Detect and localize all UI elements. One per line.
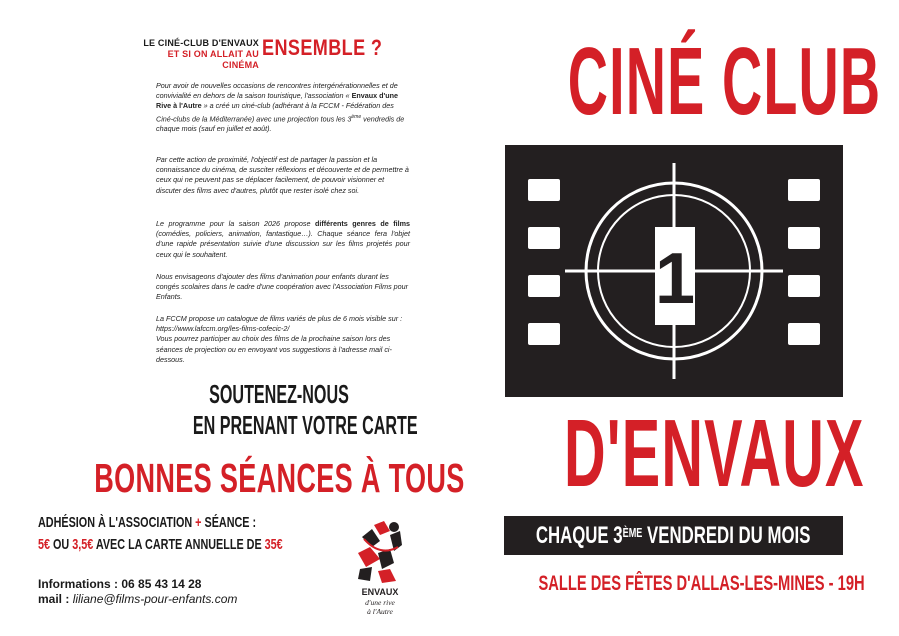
support-line-2: EN PRENANT VOTRE CARTE	[192, 410, 418, 440]
support-line-1: SOUTENEZ-NOUS	[209, 379, 349, 409]
info-mail-line	[38, 592, 237, 607]
schedule-bar	[504, 516, 843, 555]
countdown-number: 1	[654, 239, 696, 319]
paragraph-objective: Par cette action de proximité, l'objectif est de partager la passion et la connaissance du cinéma, de susciter réflexions et découverte et de permettre à ceux qui ne peuvent pas se déplacer facilement, de pouvoir visionner et discuter des films avec d'autres, plutôt que rester isolé chez soi.	[156, 155, 409, 195]
logo-figures-icon	[358, 521, 402, 583]
paragraph-intro-text-3: vendredis de chaque mois (sauf en juillet et août).	[156, 114, 405, 134]
paragraph-intro-text: Pour avoir de nouvelles occasions de rencontres intergénérationnelles et de convivialité en dehors de la saison touristique, l'association «	[156, 81, 398, 101]
catalogue-link[interactable]: https://www.lafccm.org/les-films-cofecic-2/	[156, 324, 290, 334]
annual-card-text: AVEC LA CARTE ANNUELLE DE	[95, 536, 262, 553]
price-full: 5€	[38, 536, 51, 553]
info-phone-line	[38, 577, 201, 592]
paragraph-catalogue-text: La FCCM propose un catalogue de films variés de plus de 6 mois visible sur :	[156, 314, 403, 323]
title-cine-club: CINÉ CLUB	[567, 28, 882, 135]
price-annual: 35€	[264, 536, 283, 553]
paragraph-programme	[156, 219, 410, 260]
genres-highlight: différents genres de films	[315, 219, 410, 228]
title-envaux: D'ENVAUX	[564, 400, 865, 507]
info-label: Informations :	[38, 577, 118, 591]
header-small	[141, 38, 259, 71]
phone-number[interactable]: 06 85 43 14 28	[121, 577, 202, 591]
logo-script-2: à l'Autre	[367, 607, 393, 616]
paragraph-catalogue-text-2: Vous pourrez participer au choix des films de la prochaine saison lors des séances de projection ou en envoyant vos suggestions à l'adresse mail ci-dessous.	[156, 334, 392, 364]
header-ensemble: ENSEMBLE ?	[262, 35, 383, 60]
schedule-text-a: CHAQUE 3	[536, 521, 624, 549]
header-small-line1: LE CINÉ-CLUB D'ENVAUX	[143, 38, 259, 48]
schedule-text	[536, 522, 811, 550]
email-address[interactable]: liliane@films-pour-enfants.com	[72, 592, 238, 606]
schedule-text-b: VENDREDI DU MOIS	[642, 521, 811, 549]
schedule-ordinal: ÈME	[623, 524, 643, 540]
logo-script-1: d'une rive	[365, 598, 395, 607]
seance-text: SÉANCE :	[204, 514, 257, 531]
ordinal-sup: ème	[351, 113, 362, 120]
ou-text: OU	[53, 536, 70, 553]
film-countdown-frame	[505, 145, 843, 397]
price-reduced: 3,5€	[72, 536, 94, 553]
paragraph-animation: Nous envisageons d'ajouter des films d'animation pour enfants durant les congés scolaires dans le cadre d'une coopération avec l'Association Films pour Enfants.	[156, 272, 409, 302]
mail-label: mail :	[38, 592, 70, 606]
plus-sign: +	[195, 514, 202, 531]
paragraph-programme-text-2: (comédies, policiers, animation, fantastique…). Chaque séance fera l'objet d'une rapide présentation suivie d'une discussion sur les films projetés pour ceux qui le souhaitent.	[156, 229, 410, 259]
logo-word: ENVAUX	[361, 587, 399, 597]
paragraph-intro	[156, 81, 410, 134]
association-name: Envaux d'une Rive à l'Autre	[156, 91, 399, 111]
paragraph-intro-text-2: » a créé un ciné-club (adhérant à la FCCM - Fédération des Ciné-clubs de la Méditerranée) avec une projection tous les 3	[156, 101, 394, 123]
paragraph-catalogue	[156, 314, 410, 365]
bonnes-seances-heading: BONNES SÉANCES À TOUS	[94, 455, 465, 501]
venue-line: SALLE DES FÊTES D'ALLAS-LES-MINES - 19H	[538, 572, 865, 595]
adhesion-line-2	[38, 536, 283, 554]
header-small-line2: ET SI ON ALLAIT AU CINÉMA	[167, 49, 259, 70]
paragraph-programme-text: Le programme pour la saison 2026 propose	[156, 219, 315, 228]
association-logo	[350, 517, 410, 617]
adhesion-line-1	[38, 514, 256, 532]
adhesion-text: ADHÉSION À L'ASSOCIATION	[38, 514, 193, 531]
